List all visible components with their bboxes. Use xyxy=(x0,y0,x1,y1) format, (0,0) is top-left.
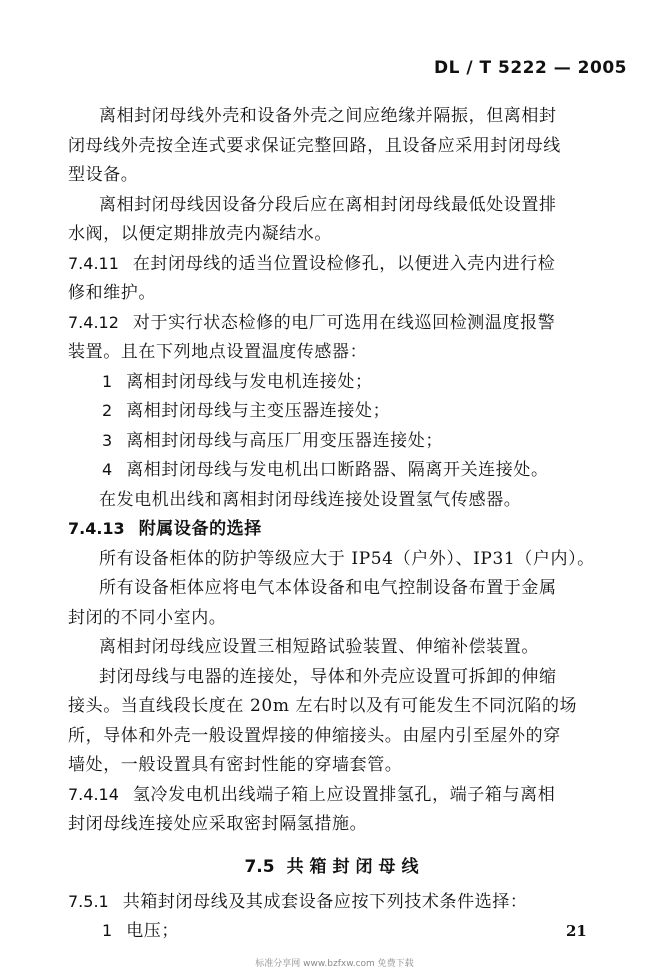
clause-7-5-1: 7.5.1 共箱封闭母线及其成套设备应按下列技术条件选择： xyxy=(68,892,528,912)
text-line: 离相封闭母线应设置三相短路试验装置、伸缩补偿装置。 xyxy=(99,637,539,657)
list-item: 1 离相封闭母线与发电机连接处； xyxy=(102,372,373,392)
list-number: 4 xyxy=(102,460,113,479)
text-line: 离相封闭母线外壳和设备外壳之间应绝缘并隔振，但离相封 xyxy=(99,106,557,126)
list-number: 3 xyxy=(102,431,113,450)
text-line: 封闭母线与电器的连接处，导体和外壳应设置可拆卸的伸缩 xyxy=(99,667,557,687)
text-line: 离相封闭母线因设备分段后应在离相封闭母线最低处设置排 xyxy=(99,195,557,215)
text-line: 所，导体和外壳一般设置焊接的伸缩接头。由屋内引至屋外的穿 xyxy=(68,726,561,746)
clause-number: 7.4.13 xyxy=(68,519,125,538)
document-code: DL / T 5222 — 2005 xyxy=(434,58,627,78)
clause-7-4-13: 7.4.13 附属设备的选择 xyxy=(68,519,262,539)
text-line: 封闭母线连接处应采取密封隔氢措施。 xyxy=(68,814,368,834)
text-line: 水阀，以便定期排放壳内凝结水。 xyxy=(68,224,332,244)
list-item: 1 电压； xyxy=(102,921,179,941)
list-item: 2 离相封闭母线与主变压器连接处； xyxy=(102,401,391,421)
list-item: 4 离相封闭母线与发电机出口断路器、隔离开关连接处。 xyxy=(102,460,549,480)
clause-7-4-14: 7.4.14 氢冷发电机出线端子箱上应设置排氢孔，端子箱与离相 xyxy=(68,785,556,805)
text-line: 装置。且在下列地点设置温度传感器： xyxy=(68,342,368,362)
clause-number: 7.4.12 xyxy=(68,313,119,332)
text-line: 封闭的不同小室内。 xyxy=(68,608,227,628)
clause-7-4-12: 7.4.12 对于实行状态检修的电厂可选用在线巡回检测温度报警 xyxy=(68,313,556,333)
text-line: 闭母线外壳按全连式要求保证完整回路，且设备应采用封闭母线 xyxy=(68,136,561,156)
text-line: 修和维护。 xyxy=(68,283,156,303)
list-number: 1 xyxy=(102,921,113,940)
list-item: 3 离相封闭母线与高压厂用变压器连接处； xyxy=(102,431,443,451)
text-line: 在发电机出线和离相封闭母线连接处设置氢气传感器。 xyxy=(99,490,522,510)
section-title: 共箱封闭母线 xyxy=(286,857,425,877)
text-line: 所有设备柜体的防护等级应大于 IP54（户外）、IP31（户内）。 xyxy=(99,549,595,569)
page-number: 21 xyxy=(566,922,587,940)
list-number: 1 xyxy=(102,372,113,391)
text-line: 型设备。 xyxy=(68,165,139,185)
section-heading xyxy=(0,852,669,877)
clause-number: 7.4.14 xyxy=(68,785,119,804)
clause-7-4-11: 7.4.11 在封闭母线的适当位置设检修孔，以便进入壳内进行检 xyxy=(68,254,556,274)
clause-number: 7.4.11 xyxy=(68,254,119,273)
text-line: 墙处，一般设置具有密封性能的穿墙套管。 xyxy=(68,755,403,775)
section-number: 7.5 xyxy=(244,857,275,877)
clause-number: 7.5.1 xyxy=(68,892,109,911)
list-number: 2 xyxy=(102,401,113,420)
text-line: 接头。当直线段长度在 20m 左右时以及有可能发生不同沉陷的场 xyxy=(68,696,578,716)
text-line: 所有设备柜体应将电气本体设备和电气控制设备布置于金属 xyxy=(99,578,557,598)
watermark-footer: 标准分享网 www.bzfxw.com 免费下载 xyxy=(255,959,414,969)
